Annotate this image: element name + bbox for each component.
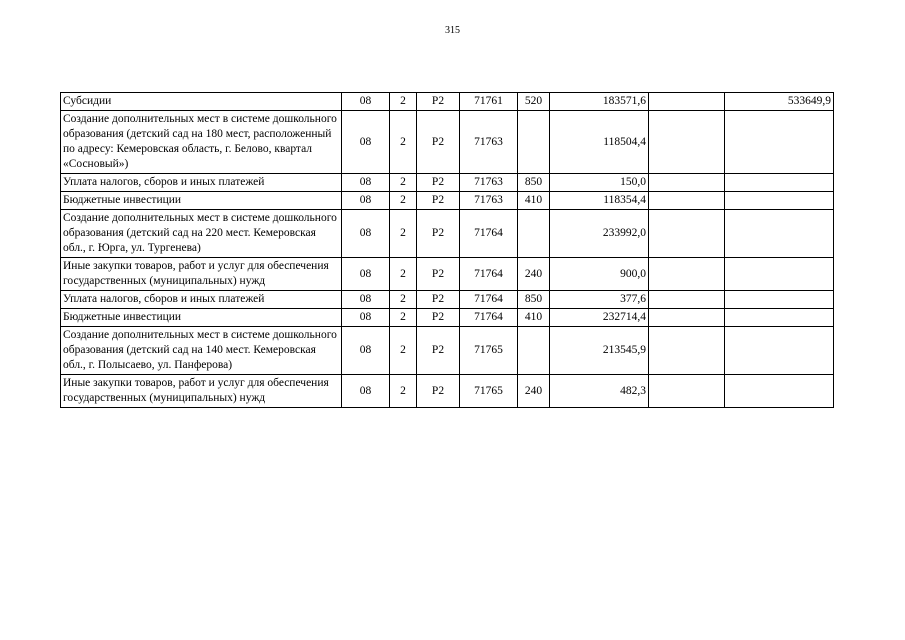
section-cell: 08 bbox=[342, 192, 390, 210]
expense-type-cell bbox=[518, 111, 550, 174]
amount-cell-3 bbox=[725, 291, 834, 309]
program-cell: Р2 bbox=[417, 327, 460, 375]
amount-cell-3 bbox=[725, 309, 834, 327]
table-row bbox=[61, 174, 834, 192]
amount-cell-2 bbox=[649, 375, 725, 408]
row-name-cell: Уплата налогов, сборов и иных платежей bbox=[61, 291, 342, 309]
row-name-cell: Иные закупки товаров, работ и услуг для обеспечения государственных (муниципальных) нужд bbox=[61, 258, 342, 291]
program-cell: Р2 bbox=[417, 93, 460, 111]
amount-cell-1: 233992,0 bbox=[550, 210, 649, 258]
amount-cell-3 bbox=[725, 111, 834, 174]
amount-cell-2 bbox=[649, 309, 725, 327]
subsection-cell: 2 bbox=[390, 174, 417, 192]
table-row bbox=[61, 192, 834, 210]
amount-cell-2 bbox=[649, 93, 725, 111]
target-code-cell: 71763 bbox=[460, 111, 518, 174]
section-cell: 08 bbox=[342, 93, 390, 111]
row-name-cell: Бюджетные инвестиции bbox=[61, 192, 342, 210]
amount-cell-1: 377,6 bbox=[550, 291, 649, 309]
section-cell: 08 bbox=[342, 258, 390, 291]
table-row bbox=[61, 309, 834, 327]
amount-cell-2 bbox=[649, 258, 725, 291]
subsection-cell: 2 bbox=[390, 291, 417, 309]
expense-type-cell: 410 bbox=[518, 192, 550, 210]
amount-cell-1: 232714,4 bbox=[550, 309, 649, 327]
expense-type-cell: 850 bbox=[518, 174, 550, 192]
amount-cell-2 bbox=[649, 327, 725, 375]
expense-type-cell: 240 bbox=[518, 375, 550, 408]
budget-table bbox=[60, 92, 834, 408]
row-name-cell: Уплата налогов, сборов и иных платежей bbox=[61, 174, 342, 192]
program-cell: Р2 bbox=[417, 192, 460, 210]
expense-type-cell bbox=[518, 210, 550, 258]
amount-cell-3 bbox=[725, 210, 834, 258]
table-row bbox=[61, 210, 834, 258]
section-cell: 08 bbox=[342, 327, 390, 375]
subsection-cell: 2 bbox=[390, 210, 417, 258]
table-row bbox=[61, 327, 834, 375]
amount-cell-2 bbox=[649, 192, 725, 210]
amount-cell-3 bbox=[725, 174, 834, 192]
expense-type-cell: 850 bbox=[518, 291, 550, 309]
amount-cell-1: 118504,4 bbox=[550, 111, 649, 174]
amount-cell-3 bbox=[725, 192, 834, 210]
amount-cell-1: 118354,4 bbox=[550, 192, 649, 210]
row-name-cell: Создание дополнительных мест в системе дошкольного образования (детский сад на 220 мест. Кемеровская обл., г. Юрга, ул. Тургенева) bbox=[61, 210, 342, 258]
table-row bbox=[61, 93, 834, 111]
amount-cell-1: 150,0 bbox=[550, 174, 649, 192]
row-name-cell: Создание дополнительных мест в системе дошкольного образования (детский сад на 140 мест. Кемеровская обл., г. Полысаево, ул. Панферова) bbox=[61, 327, 342, 375]
subsection-cell: 2 bbox=[390, 93, 417, 111]
amount-cell-1: 482,3 bbox=[550, 375, 649, 408]
subsection-cell: 2 bbox=[390, 192, 417, 210]
program-cell: Р2 bbox=[417, 111, 460, 174]
amount-cell-1: 900,0 bbox=[550, 258, 649, 291]
subsection-cell: 2 bbox=[390, 375, 417, 408]
section-cell: 08 bbox=[342, 210, 390, 258]
section-cell: 08 bbox=[342, 291, 390, 309]
subsection-cell: 2 bbox=[390, 258, 417, 291]
subsection-cell: 2 bbox=[390, 327, 417, 375]
amount-cell-3 bbox=[725, 327, 834, 375]
amount-cell-3 bbox=[725, 258, 834, 291]
expense-type-cell: 240 bbox=[518, 258, 550, 291]
expense-type-cell: 520 bbox=[518, 93, 550, 111]
target-code-cell: 71765 bbox=[460, 375, 518, 408]
target-code-cell: 71761 bbox=[460, 93, 518, 111]
row-name-cell: Субсидии bbox=[61, 93, 342, 111]
target-code-cell: 71764 bbox=[460, 210, 518, 258]
target-code-cell: 71764 bbox=[460, 309, 518, 327]
section-cell: 08 bbox=[342, 309, 390, 327]
row-name-cell: Иные закупки товаров, работ и услуг для обеспечения государственных (муниципальных) нужд bbox=[61, 375, 342, 408]
amount-cell-2 bbox=[649, 174, 725, 192]
amount-cell-3: 533649,9 bbox=[725, 93, 834, 111]
target-code-cell: 71763 bbox=[460, 192, 518, 210]
program-cell: Р2 bbox=[417, 174, 460, 192]
section-cell: 08 bbox=[342, 174, 390, 192]
section-cell: 08 bbox=[342, 111, 390, 174]
program-cell: Р2 bbox=[417, 309, 460, 327]
amount-cell-3 bbox=[725, 375, 834, 408]
program-cell: Р2 bbox=[417, 375, 460, 408]
amount-cell-1: 213545,9 bbox=[550, 327, 649, 375]
program-cell: Р2 bbox=[417, 210, 460, 258]
subsection-cell: 2 bbox=[390, 111, 417, 174]
target-code-cell: 71763 bbox=[460, 174, 518, 192]
table-row bbox=[61, 111, 834, 174]
table-row bbox=[61, 258, 834, 291]
table-row bbox=[61, 375, 834, 408]
table-row bbox=[61, 291, 834, 309]
amount-cell-2 bbox=[649, 291, 725, 309]
target-code-cell: 71764 bbox=[460, 291, 518, 309]
row-name-cell: Бюджетные инвестиции bbox=[61, 309, 342, 327]
target-code-cell: 71764 bbox=[460, 258, 518, 291]
page-number: 315 bbox=[445, 25, 460, 36]
section-cell: 08 bbox=[342, 375, 390, 408]
program-cell: Р2 bbox=[417, 291, 460, 309]
program-cell: Р2 bbox=[417, 258, 460, 291]
subsection-cell: 2 bbox=[390, 309, 417, 327]
amount-cell-2 bbox=[649, 111, 725, 174]
amount-cell-2 bbox=[649, 210, 725, 258]
expense-type-cell: 410 bbox=[518, 309, 550, 327]
target-code-cell: 71765 bbox=[460, 327, 518, 375]
expense-type-cell bbox=[518, 327, 550, 375]
amount-cell-1: 183571,6 bbox=[550, 93, 649, 111]
row-name-cell: Создание дополнительных мест в системе дошкольного образования (детский сад на 180 мест, расположенный по адресу: Кемеровская область, г. Белово, квартал «Сосновый») bbox=[61, 111, 342, 174]
